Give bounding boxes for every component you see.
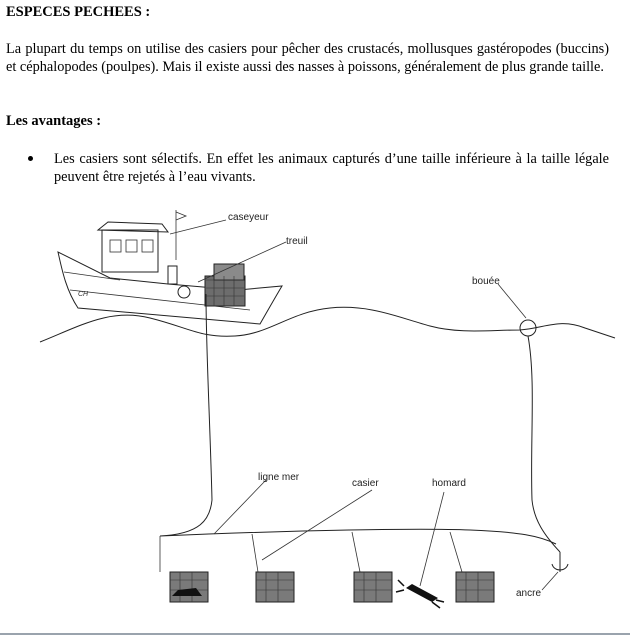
buoy-line — [528, 336, 560, 552]
label-ancre: ancre — [516, 588, 542, 599]
pot-2 — [256, 572, 294, 602]
label-bouee: bouée — [472, 276, 500, 287]
anchor-icon — [552, 552, 568, 572]
pot-1 — [170, 572, 208, 602]
label-homard: homard — [432, 478, 466, 489]
label-casier: casier — [352, 478, 379, 489]
main-line — [160, 294, 556, 544]
advantages-title: Les avantages : — [6, 113, 102, 129]
bullet-icon — [28, 156, 33, 161]
pot-3 — [354, 572, 392, 602]
label-caseyeur: caseyeur — [228, 212, 269, 223]
pot-fishing-diagram — [0, 200, 630, 630]
label-ligne-mer: ligne mer — [258, 472, 300, 483]
label-treuil: treuil — [286, 236, 308, 247]
intro-paragraph: La plupart du temps on utilise des casiers pour pêcher des crustacés, mollusques gastéropodes (buccins) et céphalopodes (poulpes). Mais il existe aussi des nasses à poissons, généralement de plus grande taille. — [6, 41, 609, 75]
section-title: ESPECES PECHEES : — [6, 4, 151, 20]
boat-marking: CH — [78, 291, 89, 298]
lobster-icon — [396, 580, 444, 608]
page-bottom-border — [0, 633, 630, 635]
advantage-item: Les casiers sont sélectifs. En effet les animaux capturés d’une taille inférieure à la taille légale peuvent être rejetés à l’eau vivants. — [54, 151, 609, 185]
pot-4 — [456, 572, 494, 602]
diagram-svg — [0, 200, 630, 630]
fishing-boat — [58, 210, 282, 324]
stacked-pots — [205, 264, 245, 306]
